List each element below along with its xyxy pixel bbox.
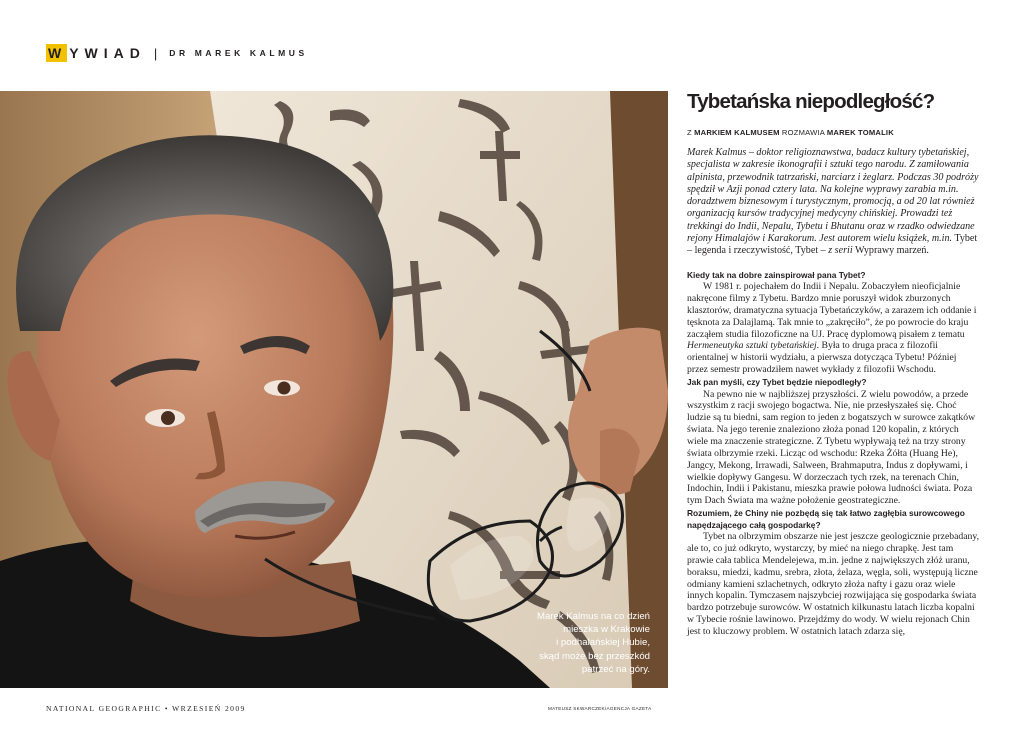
section-label: YWIAD [69,45,146,61]
caption-line: mieszka w Krakowie [563,624,650,636]
thesis-title: Hermeneutyka sztuki tybetańskiej [687,340,817,352]
photo-credit: MATEUSZ SKWARCZEK/AGENCJA GAZETA [548,706,652,711]
byline-interviewer: MAREK TOMALIK [826,128,894,137]
section-header [46,44,308,62]
byline-prefix: Z [687,128,695,137]
question-1: Kiedy tak na dobre zainspirował pana Tybet? [687,269,866,280]
caption-line: skąd może bez przeszkód [539,650,650,662]
answer-3: Tybet na olbrzymim obszarze nie jest jeszcze geologicznie przebadany, ale to, co już odkryto, wystarczy, by mieć na niego chrapkę. Jest tam prawie cała tablica Mendelejewa, m.in. jedne z największych złóż uranu, boraksu, miedzi, kadmu, srebra, złota, żelaza, węgla, soli, występują liczne odmiany kamieni szlachetnych, odkryto złoża nafty i gazu oraz wiele innych kopalin. Tymczasem najszybciej rozwijająca się gospodarka świata bardzo potrzebuje surowców. W ostatnich kilkunastu latach liczba kopalni w Tybecie rośnie lawinowo. Przejdźmy do wody. W wielu rejonach Chin jest to kluczowy problem. W ostatnich latach zdarza się, [687,531,980,637]
intro-book-title: Tybet – legenda i rzeczywistość, Tybet [687,233,978,257]
question-2: Jak pan myśli, czy Tybet będzie niepodległy? [687,377,867,388]
header-separator: | [153,45,158,61]
intro-series-title: Wyprawy marzeń. [852,245,929,257]
byline-middle: ROZMAWIA [779,128,827,137]
question-3: Rozumiem, że Chiny nie pozbędą się tak łatwo zagłębia surowcowego napędzającego całą gospodarkę? [687,508,965,530]
article-byline [687,128,979,137]
section-label-first-letter: W [48,45,68,61]
portrait-illustration [0,91,668,688]
article-intro [687,147,979,258]
article-column [687,91,979,638]
article-title: Tybetańska niepodległość? [687,90,935,113]
caption-line: i podhalańskiej Hubie, [556,637,650,649]
byline-interviewee: MARKIEM KALMUSEM [694,128,780,137]
caption-line: patrzeć na góry. [581,663,650,675]
answer-1-part: . Była to druga praca z filozofii orientalnej w historii wydziału, a pierwsza dotycząca Tybetu! Później przez semestr prowadziłem nawet wykłady z filozofii Wschodu. [687,340,957,376]
interview-subject: DR MAREK KALMUS [169,48,308,58]
intro-text: Marek Kalmus – doktor religioznawstwa, badacz kultury tybetańskiej, specjalista w zakresie ikonografii i sztuki tego narodu. Z zamiłowania alpinista, przewodnik tatrzański, narciarz i żeglarz. Podczas 30 podróży spędził w Azji ponad cztery lata. Na kolejne wyprawy zarabia m.in. doradztwem biznesowym i turystycznym, promocją, a od 20 lat również organizacją kursów tradycyjnej medycyny chińskiej. Prowadzi też trekkingi do Indii, Nepalu, Tybetu i Bhutanu oraz w rzadko odwiedzane rejony Himalajów i Karakorum. Jest autorem wielu książek, m.in. [687,147,979,245]
portrait-photo [0,91,668,688]
answer-1 [687,281,979,376]
intro-series: – z serii [820,245,853,257]
magazine-footer: NATIONAL GEOGRAPHIC • WRZESIEŃ 2009 [46,704,246,713]
answer-1-part: W 1981 r. pojechałem do Indii i Nepalu. Zobaczyłem nieoficjalnie nakręcone filmy z Tybetu. Bardzo mnie poruszył widok zburzonych klasztorów, dramatyczna sytuacja Tybetańczyków, a zarazem ich oddanie i tęsknota za Dalajlamą. Tak mnie to „zakręciło”, że po powrocie do kraju zacząłem studia filozoficzne na UJ. Pracę dyplomową pisałem z tematu [687,281,977,340]
answer-2: Na pewno nie w najbliższej przyszłości. Z wielu powodów, a przede wszystkim z racji swojego bogactwa. Nie, nie przesłyszałeś się. Choć ludzie są tu biedni, sam region to jeden z bogatszych w surowce zakątków świata. Na jego terenie znaleziono złoża ponad 120 kopalin, z których wiele ma znaczenie strategiczne. Z Tybetu wypływają też na trzy strony świata olbrzymie rzeki. Licząc od wschodu: Rzeka Żółta (Huang He), Jangcy, Mekong, Irrawadi, Salween, Brahmaputra, Indus z dopływami, i wielkie dopływy Gangesu. W dorzeczach tych rzek, na terenach Chin, Indochin, Indii i Pakistanu, mieszka prawie połowa ludności świata. Poza tym Dach Świata ma ważne położenie geostrategiczne. [687,388,976,507]
photo-caption [500,610,650,676]
caption-line: Marek Kalmus na co dzień [536,610,650,622]
